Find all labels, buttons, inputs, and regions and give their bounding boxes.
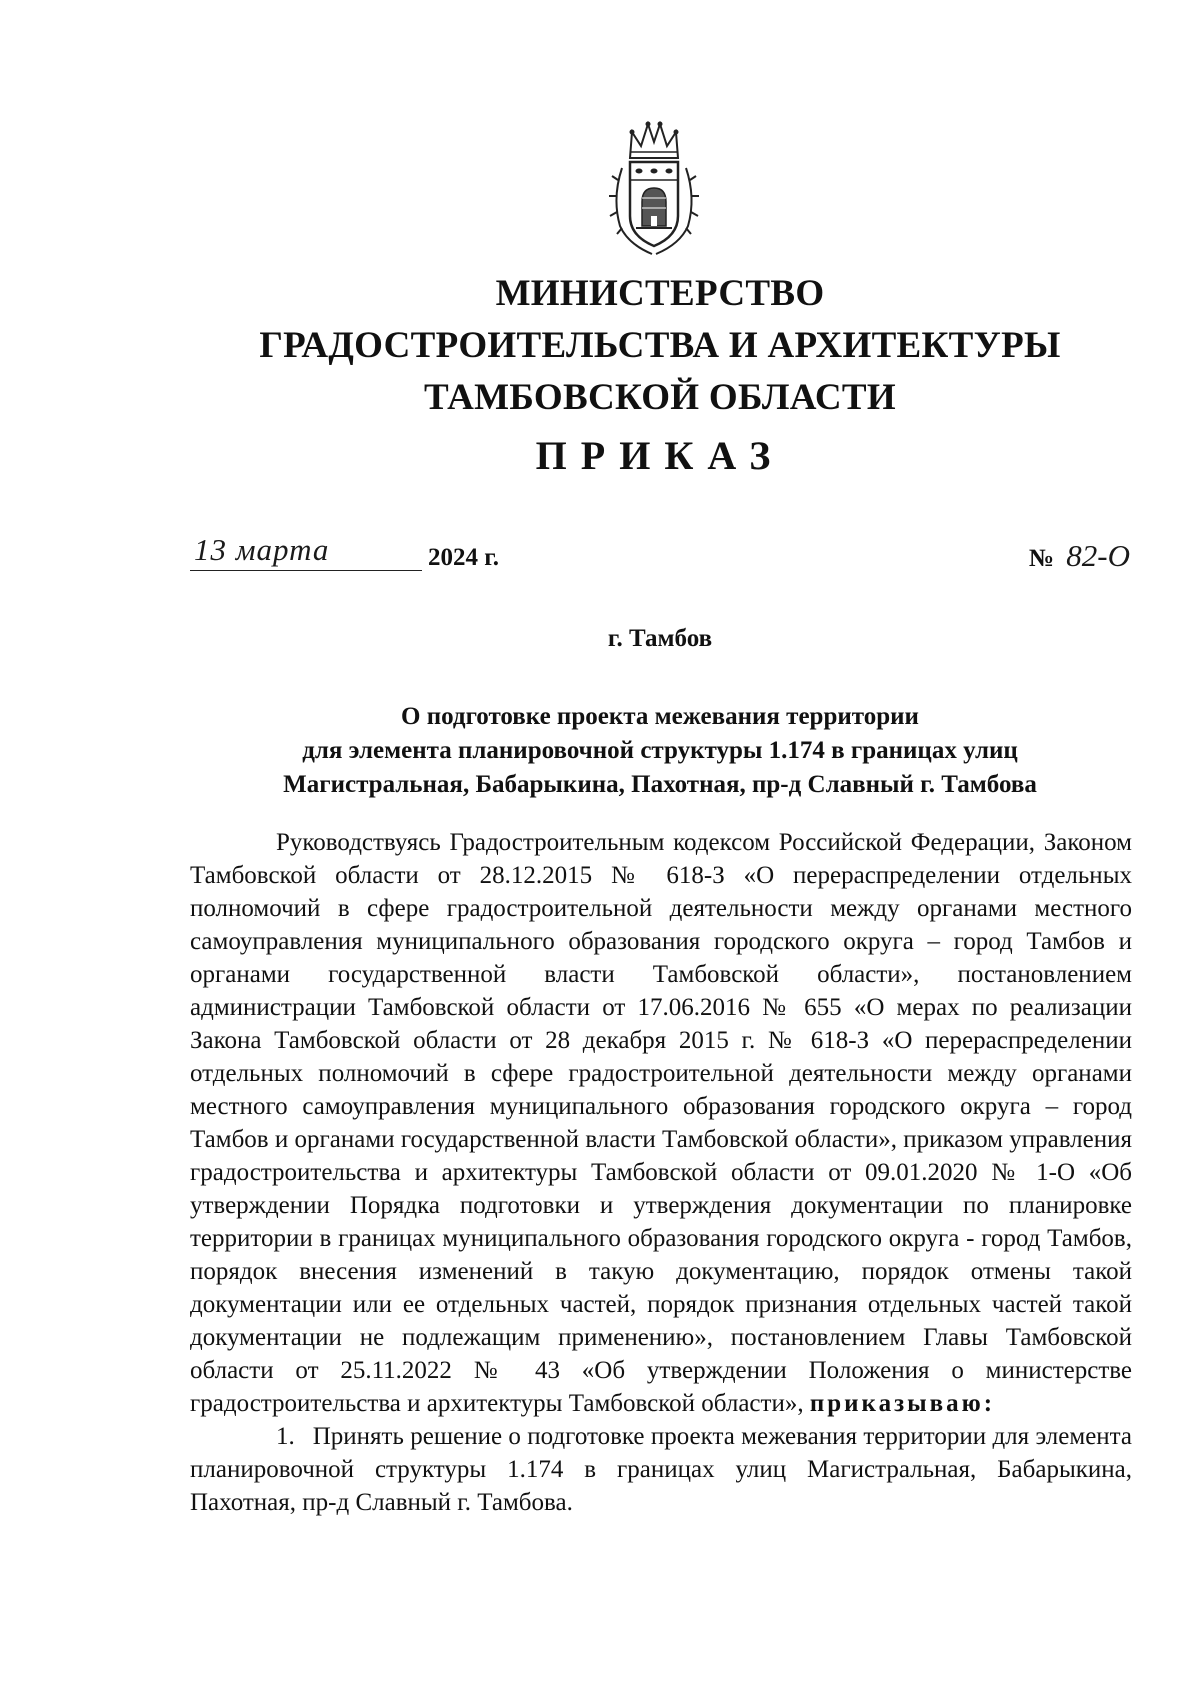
document-body	[190, 826, 1132, 1519]
order-word: приказываю:	[809, 1390, 996, 1417]
subject-line: Магистральная, Бабарыкина, Пахотная, пр-д Славный г. Тамбова	[283, 771, 1037, 798]
subject-line: для элемента планировочной структуры 1.174 в границах улиц	[302, 737, 1018, 764]
item-number: 1.	[276, 1423, 295, 1450]
item-text: Принять решение о подготовке проекта межевания территории для элемента планировочной структуры 1.174 в границах улиц Магистральная, Бабарыкина, Пахотная, пр-д Славный г. Тамбова.	[190, 1423, 1132, 1516]
handwritten-date: 13 марта	[194, 532, 330, 567]
document-subject	[0, 700, 1200, 802]
document-city: г. Тамбов	[607, 625, 713, 652]
preamble-text: Руководствуясь Градостроительным кодексом Российской Федерации, Законом Тамбовской области от 28.12.2015 № 618-З «О перераспределении отдельных полномочий в сфере градостроительной деятельности между органами местного самоуправления муниципального образования городского округа – город Тамбов и органами государственной власти Тамбовской области», постановлением администрации Тамбовской области от 17.06.2016 № 655 «О мерах по реализации Закона Тамбовской области от 28 декабря 2015 г. № 618-З «О перераспределении отдельных полномочий в сфере градостроительной деятельности между органами местного самоуправления муниципального образования городского округа – город Тамбов и органами государственной власти Тамбовской области», приказом управления градостроительства и архитектуры Тамбовской области от 09.01.2020 № 1-О «Об утверждении Порядка подготовки и утверждения документации по планировке территории в границах муниципального образования городского округа - город Тамбов, порядок внесения изменений в такую документацию, порядок отмены такой документации или ее отдельных частей, порядок признания отдельных частей такой документации не подлежащим применению», постановлением Главы Тамбовской области от 25.11.2022 № 43 «Об утверждении Положения о министерстве градостроительства и архитектуры Тамбовской области»,	[190, 829, 1132, 1417]
document-number	[1029, 538, 1130, 574]
document-type-title: ПРИКАЗ	[535, 433, 785, 478]
ministry-name-line: ГРАДОСТРОИТЕЛЬСТВА И АРХИТЕКТУРЫ	[259, 325, 1061, 366]
ministry-name-line: ТАМБОВСКОЙ ОБЛАСТИ	[424, 377, 896, 418]
subject-line: О подготовке проекта межевания территории	[401, 703, 919, 730]
date-field	[190, 532, 422, 571]
ministry-name-line: МИНИСТЕРСТВО	[495, 273, 825, 314]
date-number-row	[190, 532, 1130, 578]
preamble-paragraph	[190, 826, 1132, 1420]
coat-of-arms-icon	[608, 118, 700, 258]
number-label: №	[1028, 545, 1055, 572]
ministry-name	[0, 268, 1200, 424]
order-item	[190, 1420, 1132, 1519]
document-year: 2024 г.	[428, 544, 500, 571]
handwritten-number: 82-О	[1066, 538, 1130, 573]
